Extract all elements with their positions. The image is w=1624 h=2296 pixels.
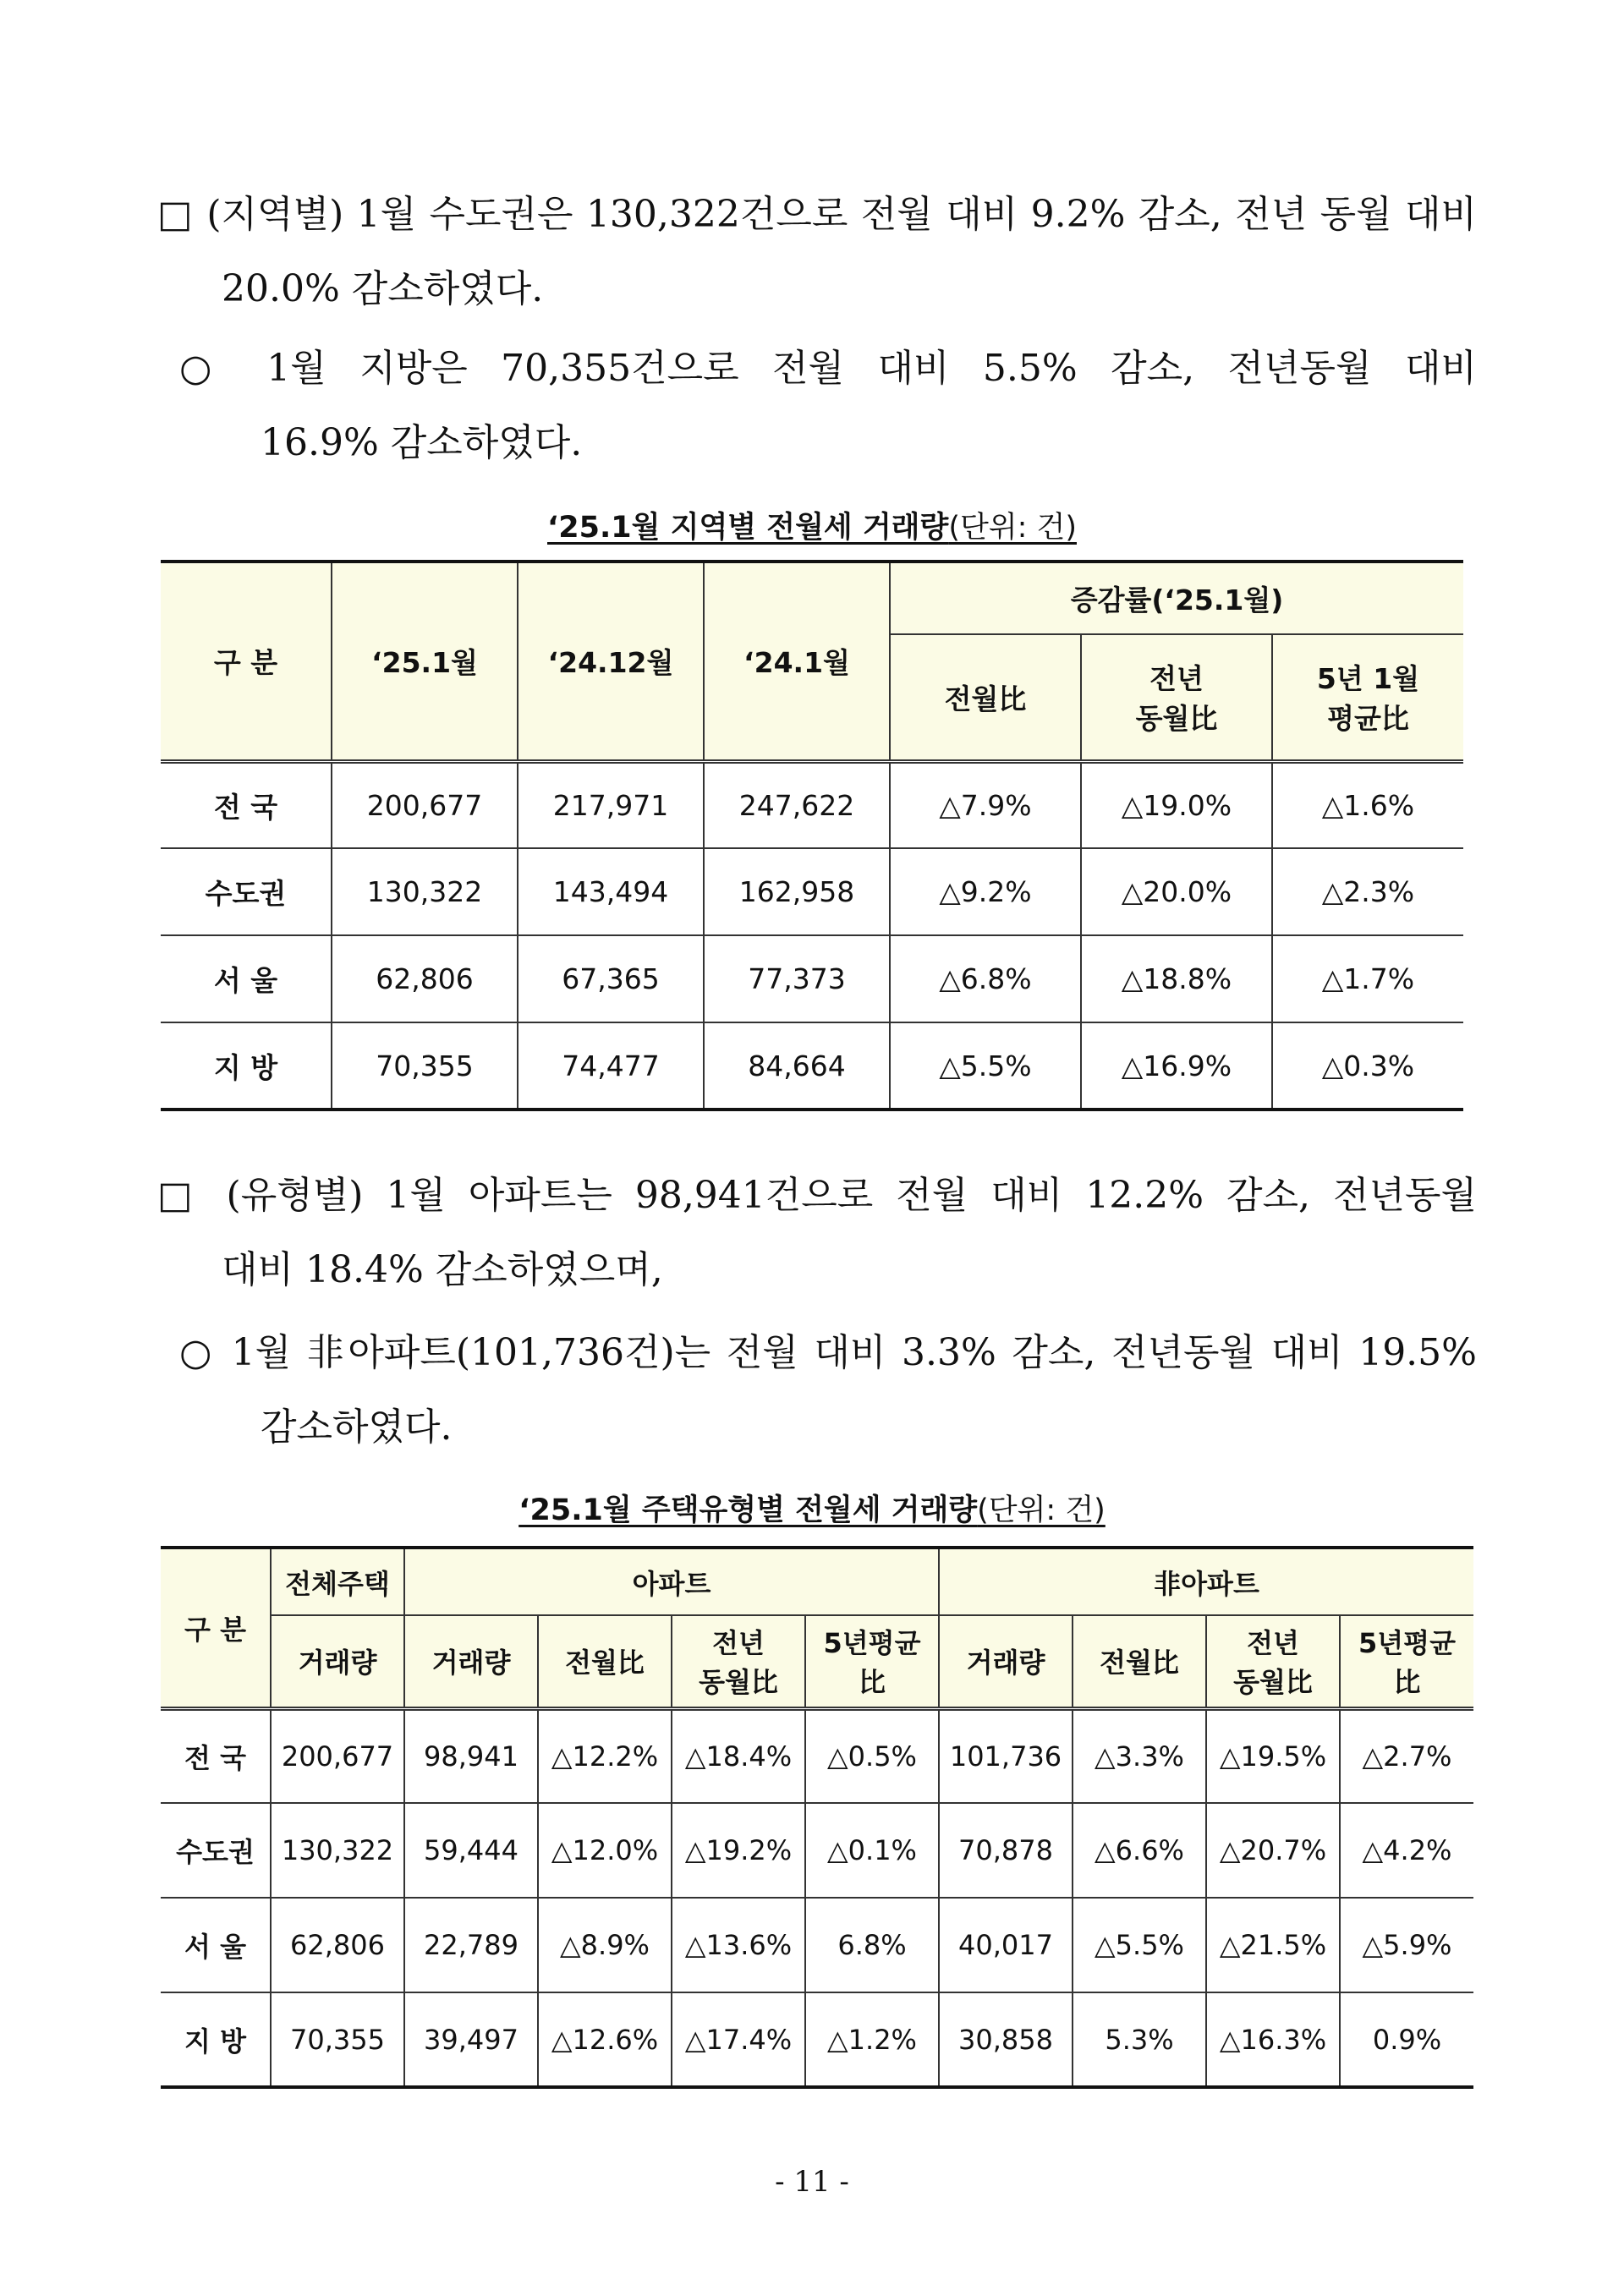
header-non-apartment: 非아파트	[939, 1548, 1473, 1615]
header-yoy: 전년 동월比	[672, 1615, 805, 1708]
paragraph-line: 1월 非아파트(101,736건)는 전월 대비 3.3% 감소, 전년동월 대비 19.5%	[231, 1331, 1477, 1374]
header-volume: 거래량	[939, 1615, 1073, 1708]
table-row: 지 방 70,355 39,497 △12.6% △17.4% △1.2% 30,858 5.3% △16.3% 0.9%	[161, 1992, 1473, 2087]
header-jan25: ‘25.1월	[332, 562, 518, 761]
table-row: 서 울 62,806 22,789 △8.9% △13.6% 6.8% 40,017 △5.5% △21.5% △5.9%	[161, 1898, 1473, 1992]
header-mom: 전월比	[1073, 1615, 1206, 1708]
paragraph-line: 1월 지방은 70,355건으로 전월 대비 5.5% 감소, 전년동월 대비	[266, 347, 1477, 390]
header-5yr-avg: 5년 1월 평균比	[1272, 634, 1463, 761]
table2-title: ‘25.1월 주택유형별 전월세 거래량	[518, 1493, 978, 1527]
header-volume: 거래량	[271, 1615, 404, 1708]
table2-unit: (단위: 건)	[977, 1493, 1106, 1527]
table-row: 수도권 130,322 143,494 162,958 △9.2% △20.0% △2.3%	[161, 848, 1463, 935]
header-mom: 전월比	[538, 1615, 672, 1708]
table-row: 전 국 200,677 98,941 △12.2% △18.4% △0.5% 101,736 △3.3% △19.5% △2.7%	[161, 1708, 1473, 1803]
header-mom: 전월比	[890, 634, 1081, 761]
region-table	[161, 560, 1463, 1111]
paragraph-type	[157, 1159, 1477, 1307]
header-category: 구 분	[161, 1548, 271, 1708]
square-bullet: □	[157, 1174, 204, 1217]
header-yoy: 전년 동월比	[1081, 634, 1272, 761]
header-total-housing: 전체주택	[271, 1548, 404, 1615]
square-bullet: □	[157, 193, 194, 236]
paragraph-non-apartment	[179, 1316, 1477, 1465]
header-jan24: ‘24.1월	[704, 562, 890, 761]
table1-title: ‘25.1월 지역별 전월세 거래량	[547, 511, 949, 545]
header-dec24: ‘24.12월	[518, 562, 704, 761]
page-number: - 11 -	[775, 2165, 849, 2199]
circle-bullet: ○	[179, 1331, 217, 1374]
header-5yr-avg: 5년평균 比	[1340, 1615, 1473, 1708]
table-row: 수도권 130,322 59,444 △12.0% △19.2% △0.1% 70,878 △6.6% △20.7% △4.2%	[161, 1803, 1473, 1898]
paragraph-line: (지역별) 1월 수도권은 130,322건으로 전월 대비 9.2% 감소, 전년 동월 대비	[206, 193, 1477, 236]
housing-type-table	[161, 1546, 1473, 2089]
header-5yr-avg: 5년평균 比	[805, 1615, 939, 1708]
paragraph-line: 16.9% 감소하였다.	[261, 421, 583, 464]
header-change-rate: 증감률(‘25.1월)	[890, 562, 1463, 634]
table1-caption	[0, 504, 1624, 546]
paragraph-line: 감소하였다.	[261, 1406, 453, 1449]
header-yoy: 전년 동월比	[1206, 1615, 1340, 1708]
table-row: 전 국 200,677 217,971 247,622 △7.9% △19.0% △1.6%	[161, 761, 1463, 848]
table-row: 지 방 70,355 74,477 84,664 △5.5% △16.9% △0.3%	[161, 1022, 1463, 1110]
circle-bullet: ○	[179, 347, 233, 390]
paragraph-line: 대비 18.4% 감소하였으며,	[222, 1248, 663, 1291]
paragraph-line: (유형별) 1월 아파트는 98,941건으로 전월 대비 12.2% 감소, 전년동월	[226, 1174, 1477, 1217]
header-category: 구 분	[161, 562, 332, 761]
paragraph-line: 20.0% 감소하였다.	[222, 267, 544, 310]
table2-caption	[0, 1487, 1624, 1529]
paragraph-region	[157, 178, 1477, 326]
header-apartment: 아파트	[404, 1548, 939, 1615]
header-volume: 거래량	[404, 1615, 538, 1708]
table1-unit: (단위: 건)	[948, 511, 1077, 545]
table-row: 서 울 62,806 67,365 77,373 △6.8% △18.8% △1.7%	[161, 935, 1463, 1022]
paragraph-region-local	[179, 332, 1477, 480]
